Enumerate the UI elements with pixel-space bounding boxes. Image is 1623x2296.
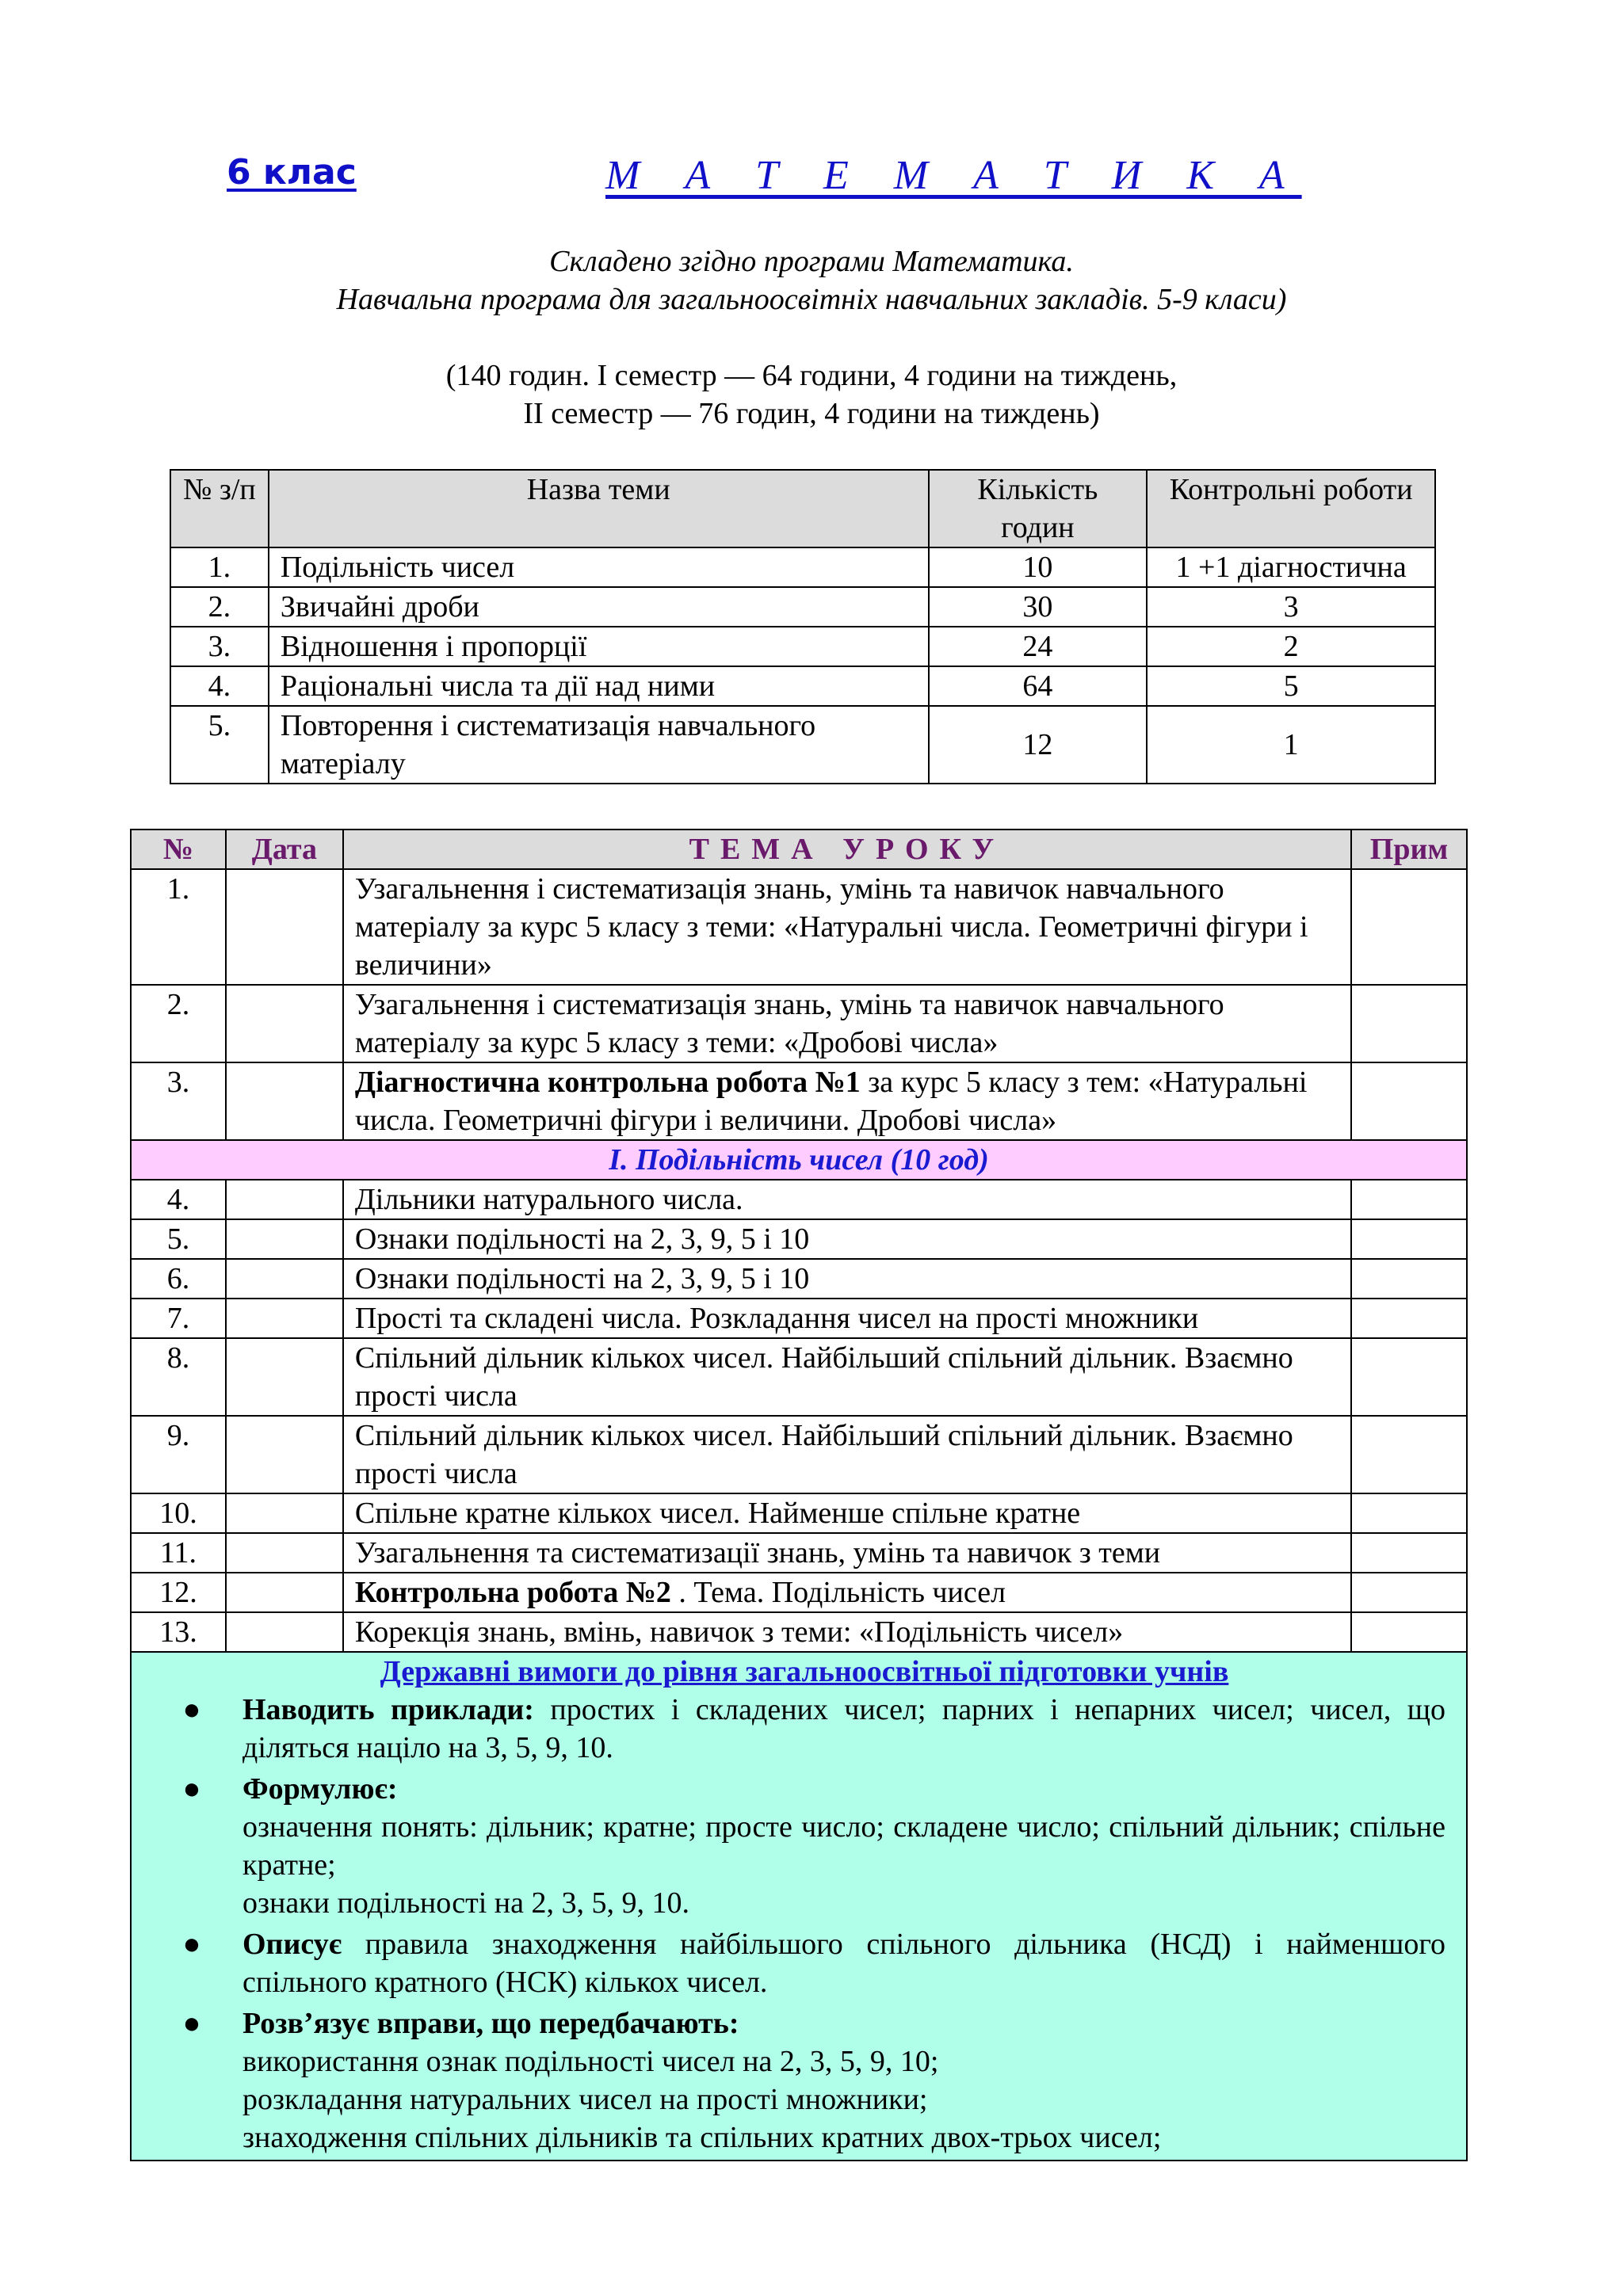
lesson-note (1351, 1573, 1467, 1612)
requirement-subline: розкладання натуральних чисел на прості множники; (242, 2083, 928, 2116)
lesson-topic-text: Спільне кратне кількох чисел. Найменше спільне кратне (354, 1497, 1081, 1530)
lesson-header-note: Прим (1351, 830, 1467, 869)
bullet-icon: ● (182, 1772, 201, 1806)
lesson-header-num: № (131, 830, 226, 869)
requirement-lead: Розв’язує вправи, що передбачають: (242, 2007, 739, 2040)
lesson-row (131, 1573, 1467, 1612)
summary-tests: 3 (1147, 587, 1435, 627)
lesson-note (1351, 1533, 1467, 1573)
lesson-topic (343, 1493, 1351, 1533)
lesson-date (226, 1493, 343, 1533)
lesson-topic-text: Прості та складені числа. Розкладання чисел на прості множники (354, 1302, 1199, 1335)
lesson-row (131, 1493, 1467, 1533)
lesson-num: 13. (131, 1612, 226, 1652)
program-note-line-2: Навчальна програма для загальноосвітніх навчальних закладів. 5-9 класи) (336, 283, 1287, 316)
lesson-date (226, 1573, 343, 1612)
summary-row (170, 627, 1435, 666)
lesson-num: 7. (131, 1299, 226, 1338)
lesson-note (1351, 1062, 1467, 1140)
summary-tests: 5 (1147, 666, 1435, 706)
lesson-topic-text: Узагальнення та систематизації знань, умінь та навичок з теми (354, 1536, 1161, 1569)
requirement-subline: означення понять: дільник; кратне; просте число; складене число; спільний дільник; спільне кратне; (242, 1810, 1445, 1882)
lesson-topic (343, 1062, 1351, 1140)
lesson-num: 4. (131, 1180, 226, 1219)
lesson-num: 11. (131, 1533, 226, 1573)
lesson-date (226, 1180, 343, 1219)
lesson-num: 12. (131, 1573, 226, 1612)
summary-row (170, 547, 1435, 587)
lesson-date (226, 1533, 343, 1573)
lesson-topic (343, 1259, 1351, 1299)
lesson-note (1351, 1493, 1467, 1533)
lesson-note (1351, 1416, 1467, 1493)
lesson-topic-bold: Контрольна робота №2 (354, 1576, 671, 1609)
lesson-date (226, 869, 343, 985)
hours-line-2: ІІ семестр — 76 годин, 4 години на тиждень) (523, 397, 1100, 430)
requirement-item (163, 1691, 1445, 1767)
lesson-date (226, 1416, 343, 1493)
lesson-date (226, 1259, 343, 1299)
lesson-num: 9. (131, 1416, 226, 1493)
lesson-num: 6. (131, 1259, 226, 1299)
summary-topic: Звичайні дроби (269, 587, 929, 627)
lesson-note (1351, 1299, 1467, 1338)
lesson-note (1351, 869, 1467, 985)
summary-hours: 30 (929, 587, 1148, 627)
lesson-row (131, 1416, 1467, 1493)
lesson-topic-bold: Діагностична контрольна робота №1 (354, 1066, 861, 1099)
lesson-row (131, 1612, 1467, 1652)
lesson-topic-text: за курс 5 класу з тем: «Натуральні числа. Геометричні фігури і величини. Дробові числа» (354, 1066, 1308, 1137)
summary-table (170, 469, 1436, 784)
summary-topic: Повторення і систематизація навчального матеріалу (269, 706, 929, 784)
summary-tests: 2 (1147, 627, 1435, 666)
requirement-lead: Наводить приклади: (242, 1693, 534, 1726)
lesson-num: 3. (131, 1062, 226, 1140)
summary-num: 1. (170, 547, 269, 587)
lesson-date (226, 1338, 343, 1416)
bullet-icon: ● (182, 2007, 201, 2040)
summary-num: 5. (170, 706, 269, 784)
lesson-row (131, 1219, 1467, 1259)
lesson-topic-text: Узагальнення і систематизація знань, умінь та навичок навчального матеріалу за курс 5 класу з теми: «Натуральні числа. Геометричні фігури і величини» (354, 872, 1308, 982)
summary-hours: 12 (929, 706, 1148, 784)
lesson-num: 1. (131, 869, 226, 985)
lesson-topic (343, 1612, 1351, 1652)
lesson-topic-text: . Тема. Подільність чисел (670, 1576, 1006, 1609)
summary-hours: 24 (929, 627, 1148, 666)
requirement-text: правила знаходження найбільшого спільного дільника (НСД) і найменшого спільного кратного (НСК) кількох чисел. (242, 1928, 1445, 1999)
summary-row (170, 706, 1435, 784)
summary-header-hours: Кількість годин (929, 470, 1148, 547)
requirement-item (163, 2004, 1445, 2157)
section-row (131, 1140, 1467, 1180)
lesson-plan-table (130, 829, 1468, 2161)
summary-topic: Відношення і пропорції (269, 627, 929, 666)
program-note-line-1: Складено згідно програми Математика. (549, 245, 1074, 278)
lesson-note (1351, 1259, 1467, 1299)
summary-num: 3. (170, 627, 269, 666)
requirement-subline: ознаки подільності на 2, 3, 5, 9, 10. (242, 1886, 689, 1920)
requirements-list (163, 1691, 1445, 2157)
bullet-icon: ● (182, 1928, 201, 1961)
lesson-topic (343, 1219, 1351, 1259)
lesson-row (131, 1533, 1467, 1573)
lesson-topic-text: Корекція знань, вмінь, навичок з теми: «Подільність чисел» (354, 1615, 1124, 1649)
lesson-header-date: Дата (226, 830, 343, 869)
lesson-row (131, 1338, 1467, 1416)
lesson-date (226, 1612, 343, 1652)
summary-topic: Раціональні числа та дії над ними (269, 666, 929, 706)
summary-header-tests: Контрольні роботи (1147, 470, 1435, 547)
grade-label: 6 клас (227, 152, 357, 193)
lesson-note (1351, 985, 1467, 1062)
lesson-row (131, 869, 1467, 985)
requirement-subline: знаходження спільних дільників та спільних кратних двох-трьох чисел; (242, 2121, 1162, 2154)
lesson-row (131, 1259, 1467, 1299)
lesson-header-topic: ТЕМА УРОКУ (343, 830, 1351, 869)
lesson-num: 2. (131, 985, 226, 1062)
summary-topic: Подільність чисел (269, 547, 929, 587)
requirement-item (163, 1925, 1445, 2001)
lesson-date (226, 1062, 343, 1140)
lesson-note (1351, 1180, 1467, 1219)
lesson-header-row (131, 830, 1467, 869)
lesson-note (1351, 1338, 1467, 1416)
lesson-topic (343, 869, 1351, 985)
lesson-date (226, 1219, 343, 1259)
lesson-topic-text: Спільний дільник кількох чисел. Найбільший спільний дільник. Взаємно прості числа (354, 1419, 1293, 1490)
lesson-topic-text: Дільники натурального числа. (354, 1183, 743, 1216)
lesson-topic-text: Ознаки подільності на 2, 3, 9, 5 і 10 (354, 1222, 810, 1256)
lesson-date (226, 985, 343, 1062)
requirement-subline: використання ознак подільності чисел на 2, 3, 5, 9, 10; (242, 2045, 939, 2078)
lesson-topic (343, 1533, 1351, 1573)
lesson-note (1351, 1219, 1467, 1259)
lesson-topic (343, 1573, 1351, 1612)
subject-title: М А Т Е М А Т И К А (605, 153, 1302, 198)
summary-num: 4. (170, 666, 269, 706)
summary-num: 2. (170, 587, 269, 627)
lesson-row (131, 1062, 1467, 1140)
lesson-note (1351, 1612, 1467, 1652)
lesson-topic (343, 985, 1351, 1062)
lesson-num: 5. (131, 1219, 226, 1259)
section-title: І. Подільність чисел (10 год) (131, 1140, 1467, 1180)
lesson-topic (343, 1338, 1351, 1416)
summary-hours: 10 (929, 547, 1148, 587)
lesson-topic-text: Спільний дільник кількох чисел. Найбільший спільний дільник. Взаємно прості числа (354, 1341, 1293, 1413)
lesson-row (131, 985, 1467, 1062)
lesson-topic-text: Ознаки подільності на 2, 3, 9, 5 і 10 (354, 1262, 810, 1295)
lesson-num: 10. (131, 1493, 226, 1533)
summary-hours: 64 (929, 666, 1148, 706)
lesson-row (131, 1180, 1467, 1219)
requirement-lead: Описує (242, 1928, 342, 1961)
summary-row (170, 587, 1435, 627)
requirements-title: Державні вимоги до рівня загальноосвітньої підготовки учнів (380, 1655, 1229, 1688)
lesson-topic (343, 1416, 1351, 1493)
summary-header-num: № з/п (170, 470, 269, 547)
summary-row (170, 666, 1435, 706)
hours-line-1: (140 годин. І семестр — 64 години, 4 години на тиждень, (445, 359, 1178, 392)
requirement-lead: Формулює: (242, 1772, 398, 1806)
summary-tests: 1 (1147, 706, 1435, 784)
bullet-icon: ● (182, 1693, 201, 1726)
summary-header-row (170, 470, 1435, 547)
lesson-row (131, 1299, 1467, 1338)
summary-header-topic: Назва теми (269, 470, 929, 547)
lesson-date (226, 1299, 343, 1338)
requirement-item (163, 1770, 1445, 1922)
lesson-topic-text: Узагальнення і систематизація знань, умінь та навичок навчального матеріалу за курс 5 класу з теми: «Дробові числа» (354, 988, 1224, 1059)
requirements-row (131, 1652, 1467, 2161)
lesson-topic (343, 1180, 1351, 1219)
summary-tests: 1 +1 діагностична (1147, 547, 1435, 587)
lesson-topic (343, 1299, 1351, 1338)
lesson-num: 8. (131, 1338, 226, 1416)
requirement-text: простих і складених чисел; парних і непарних чисел; чисел, що діляться націло на 3, 5, 9, 10. (242, 1693, 1445, 1764)
requirements-block (131, 1652, 1467, 2161)
